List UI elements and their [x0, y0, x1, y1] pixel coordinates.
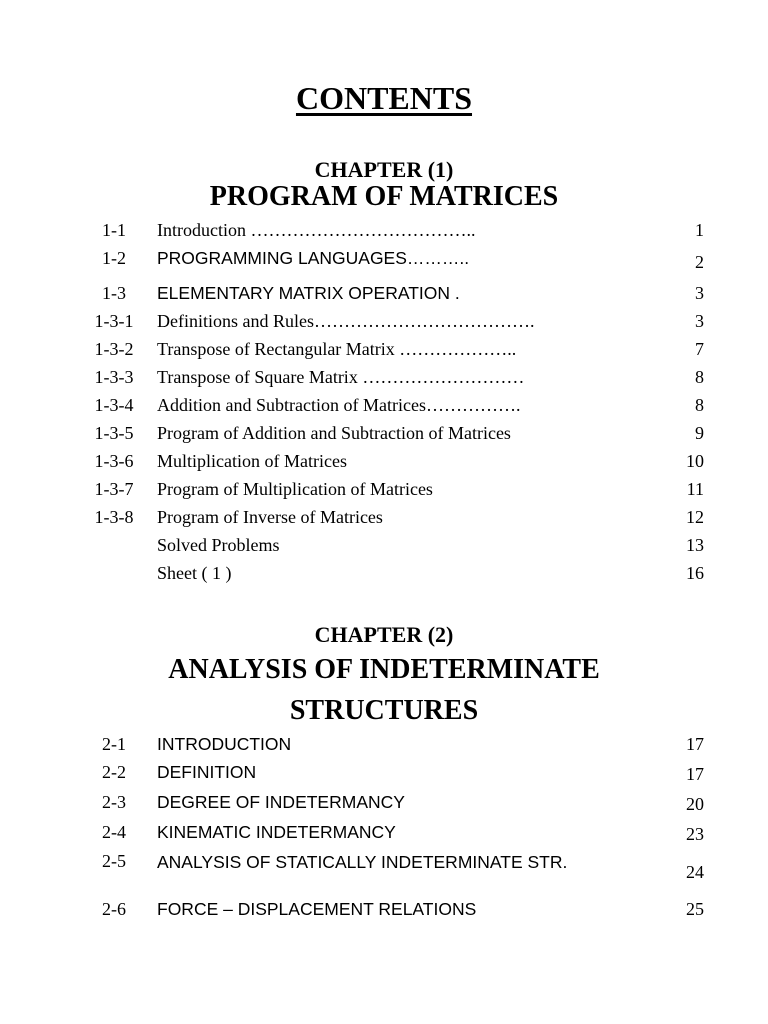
entry-title: ELEMENTARY MATRIX OPERATION . [157, 283, 460, 303]
entry-page: 11 [686, 479, 704, 499]
entry-number: 2-6 [102, 899, 126, 919]
entry-title: Program of Multiplication of Matrices [157, 479, 433, 499]
entry-page: 8 [695, 367, 704, 387]
toc-entry[interactable] [0, 479, 768, 503]
toc-entry[interactable] [0, 367, 768, 391]
entry-number: 1-3-7 [94, 479, 134, 499]
toc-entry[interactable] [0, 339, 768, 363]
entry-page: 17 [686, 734, 704, 754]
toc-entry[interactable] [0, 311, 768, 335]
chapter-2-label: CHAPTER (2) [314, 622, 454, 647]
toc-entry[interactable] [0, 734, 768, 758]
toc-entry[interactable] [0, 507, 768, 531]
entry-page: 13 [686, 535, 704, 555]
entry-page: 10 [686, 451, 704, 471]
toc-entry[interactable] [0, 451, 768, 475]
entry-title: Transpose of Square Matrix ……………………… [157, 367, 525, 387]
entry-number: 2-1 [102, 734, 126, 754]
entry-title: Addition and Subtraction of Matrices……………. [157, 395, 521, 415]
toc-entry[interactable] [0, 283, 768, 307]
entry-title: FORCE – DISPLACEMENT RELATIONS [157, 899, 477, 919]
entry-page: 16 [686, 563, 704, 583]
entry-page: 24 [686, 862, 704, 882]
toc-entry[interactable] [0, 851, 768, 901]
entry-title: Sheet ( 1 ) [157, 563, 232, 583]
chapter-1-label: CHAPTER (1) [314, 157, 454, 182]
chapter-1-title: PROGRAM OF MATRICES [209, 181, 559, 212]
toc-entry[interactable] [0, 822, 768, 846]
entry-page: 17 [686, 764, 704, 784]
toc-entry[interactable] [0, 395, 768, 419]
entry-page: 2 [695, 252, 704, 272]
toc-entry[interactable] [0, 220, 768, 244]
entry-number: 1-3-2 [94, 339, 134, 359]
entry-number: 1-3-1 [94, 311, 134, 331]
entry-title: INTRODUCTION [157, 734, 292, 754]
entry-number: 2-2 [102, 762, 126, 782]
entry-number: 1-3-8 [94, 507, 134, 527]
page-title: CONTENTS [295, 80, 473, 116]
toc-entry[interactable] [0, 535, 768, 559]
chapter-2-title-line2: STRUCTURES [289, 695, 479, 726]
entry-number: 1-2 [102, 248, 126, 268]
toc-entry[interactable] [0, 792, 768, 816]
chapter-2-title-line1: ANALYSIS OF INDETERMINATE [168, 654, 600, 685]
entry-title: Solved Problems [157, 535, 280, 555]
entry-title: ANALYSIS OF STATICALLY INDETERMINATE STR. [157, 852, 568, 872]
entry-title: Program of Addition and Subtraction of Matrices [157, 423, 511, 443]
toc-entry[interactable] [0, 248, 768, 272]
entry-number: 2-3 [102, 792, 126, 812]
entry-title: Definitions and Rules………………………………. [157, 311, 535, 331]
entry-title: PROGRAMMING LANGUAGES……….. [157, 248, 470, 268]
entry-page: 25 [686, 899, 704, 919]
entry-page: 8 [695, 395, 704, 415]
entry-page: 1 [695, 220, 704, 240]
entry-number: 1-1 [102, 220, 126, 240]
entry-title: DEGREE OF INDETERMANCY [157, 792, 405, 812]
entry-title: Multiplication of Matrices [157, 451, 347, 471]
entry-number: 2-4 [102, 822, 126, 842]
entry-number: 1-3-6 [94, 451, 134, 471]
entry-page: 12 [686, 507, 704, 527]
entry-page: 7 [695, 339, 704, 359]
entry-number: 1-3-5 [94, 423, 134, 443]
entry-title: KINEMATIC INDETERMANCY [157, 822, 396, 842]
entry-page: 3 [695, 283, 704, 303]
entry-title: DEFINITION [157, 762, 257, 782]
toc-entry[interactable] [0, 563, 768, 587]
entry-page: 23 [686, 824, 704, 844]
entry-number: 1-3 [102, 283, 126, 303]
toc-entry[interactable] [0, 899, 768, 923]
entry-title: Program of Inverse of Matrices [157, 507, 383, 527]
entry-page: 20 [686, 794, 704, 814]
entry-number: 1-3-4 [94, 395, 134, 415]
entry-number: 2-5 [102, 851, 126, 871]
entry-page: 3 [695, 311, 704, 331]
toc-entry[interactable] [0, 423, 768, 447]
entry-title: Transpose of Rectangular Matrix ……………….. [157, 339, 517, 359]
entry-title: Introduction ……………………………….. [157, 220, 476, 240]
entry-number: 1-3-3 [94, 367, 134, 387]
entry-page: 9 [695, 423, 704, 443]
toc-entry[interactable] [0, 762, 768, 786]
